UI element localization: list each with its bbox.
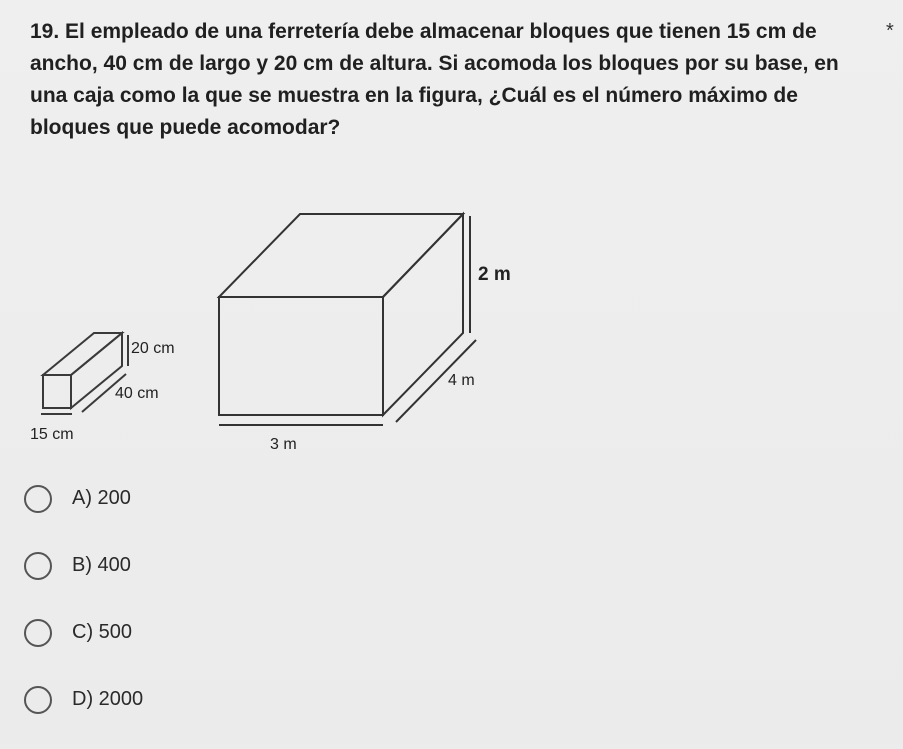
box-height-label: 2 m	[478, 264, 511, 285]
answer-options	[22, 476, 143, 744]
radio-button-b[interactable]	[24, 552, 52, 580]
required-marker: *	[886, 20, 894, 42]
option-b-label: B) 400	[72, 554, 131, 576]
block-front-face	[43, 375, 71, 408]
question-text: 19. El empleado de una ferretería debe almacenar bloques que tienen 15 cm de ancho, 40 cm de largo y 20 cm de altura. Si acomoda los bloques por su base, en una caja como la que se muestra en la figura, ¿Cuál es el número máximo de bloques que puede acomodar?	[30, 20, 839, 139]
option-c[interactable]	[22, 610, 143, 655]
radio-button-d[interactable]	[24, 686, 52, 714]
radio-button-a[interactable]	[24, 485, 52, 513]
block-width-label: 15 cm	[30, 426, 74, 443]
option-d-label: D) 2000	[72, 688, 144, 710]
option-a[interactable]	[22, 476, 143, 521]
option-b[interactable]	[22, 543, 143, 588]
option-a-label: A) 200	[72, 487, 131, 509]
box-front-face	[219, 297, 383, 415]
option-d[interactable]	[22, 677, 143, 722]
block-top-face	[43, 333, 122, 375]
box-drawing	[219, 214, 476, 425]
box-depth-label: 4 m	[448, 372, 475, 389]
block-length-label: 40 cm	[115, 385, 159, 402]
box-width-label: 3 m	[270, 436, 297, 453]
box-top-face	[219, 214, 463, 297]
block-height-label: 20 cm	[131, 340, 175, 357]
radio-button-c[interactable]	[24, 619, 52, 647]
option-c-label: C) 500	[72, 621, 133, 643]
